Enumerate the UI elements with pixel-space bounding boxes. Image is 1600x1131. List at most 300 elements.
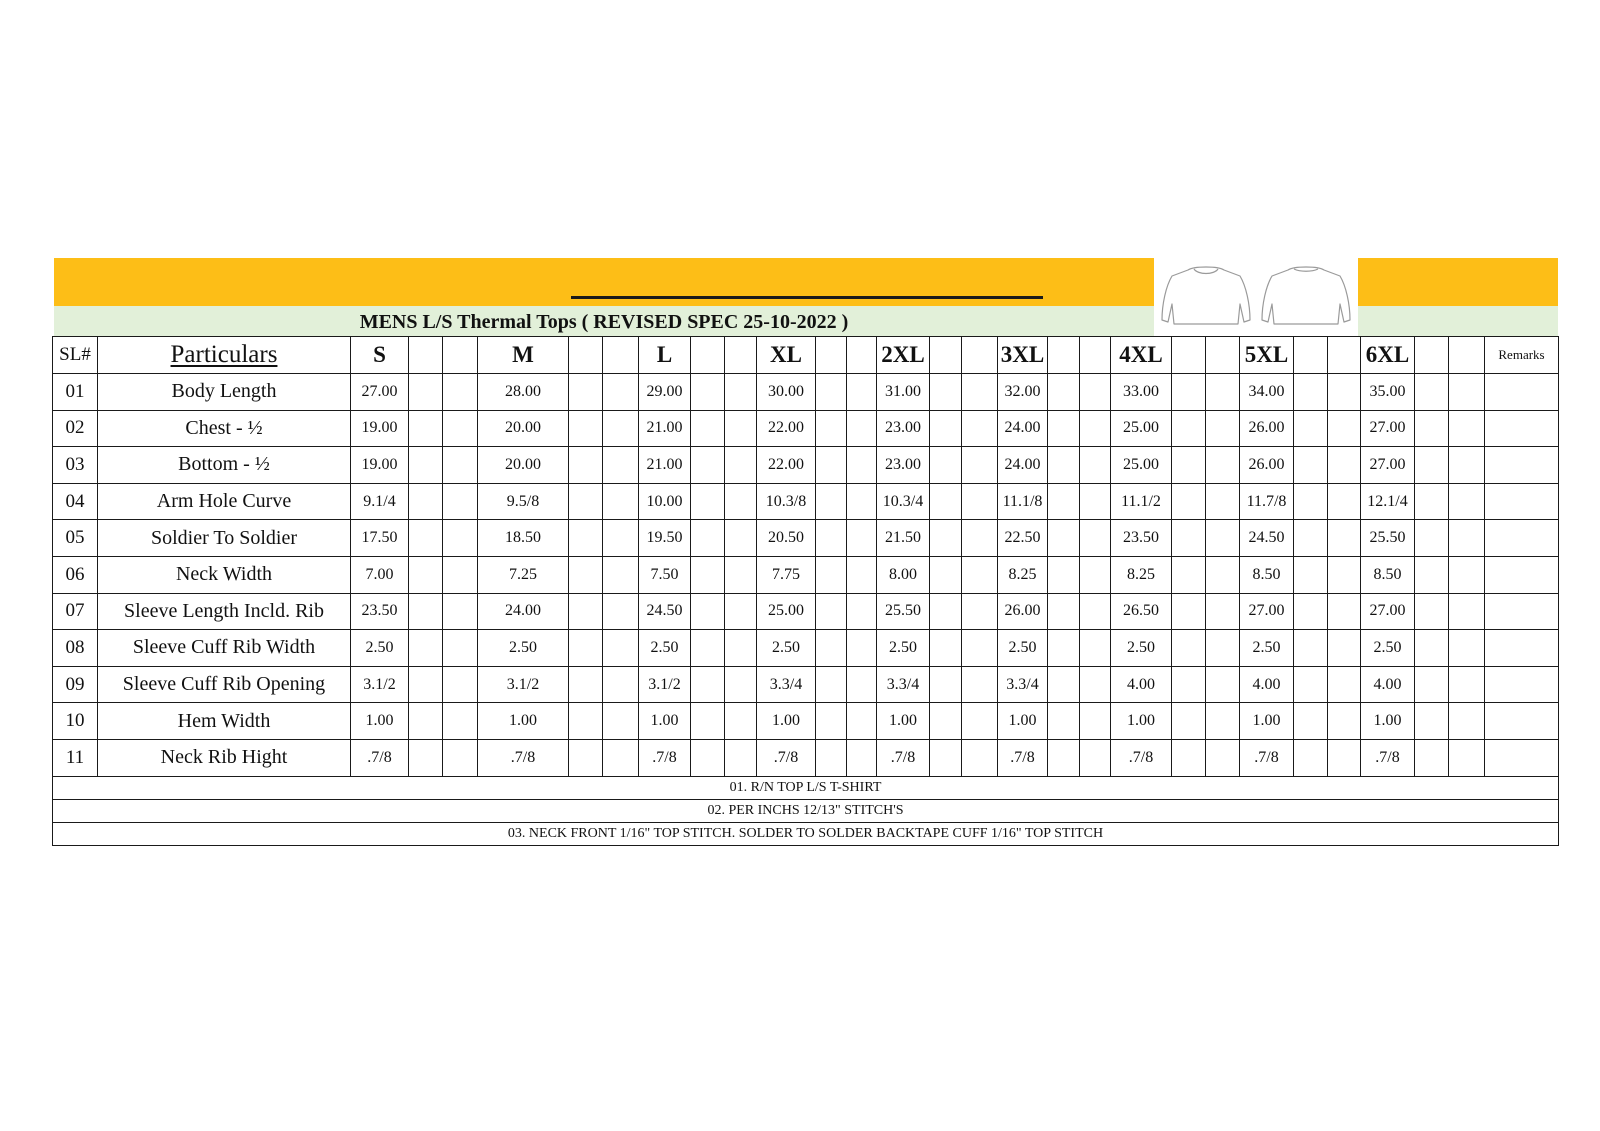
empty-cell — [443, 556, 478, 593]
empty-cell — [847, 666, 877, 703]
empty-cell — [443, 337, 478, 374]
table-row — [53, 447, 1559, 484]
empty-cell — [725, 447, 757, 484]
empty-cell — [569, 739, 603, 776]
measurement-value: 23.50 — [351, 593, 409, 630]
measurement-value: 26.00 — [998, 593, 1048, 630]
measurement-value: 7.00 — [351, 556, 409, 593]
empty-cell — [1172, 739, 1206, 776]
empty-cell — [1449, 520, 1485, 557]
empty-cell — [691, 630, 725, 667]
empty-cell — [1172, 337, 1206, 374]
table-row — [53, 410, 1559, 447]
empty-cell — [847, 593, 877, 630]
empty-cell — [603, 410, 639, 447]
empty-cell — [1415, 703, 1449, 740]
size-header: S — [351, 337, 409, 374]
measurement-value: 24.50 — [1240, 520, 1294, 557]
empty-cell — [816, 483, 847, 520]
header-bar-right — [1358, 258, 1558, 306]
empty-cell — [1328, 666, 1361, 703]
empty-cell — [691, 739, 725, 776]
sheet-title: MENS L/S Thermal Tops ( REVISED SPEC 25-10-2022 ) — [359, 311, 849, 333]
row-number: 03 — [53, 447, 98, 484]
remarks-cell — [1485, 410, 1559, 447]
empty-cell — [1294, 630, 1328, 667]
empty-cell — [1080, 374, 1111, 411]
measurement-value: .7/8 — [757, 739, 816, 776]
measurement-value: 25.00 — [1111, 447, 1172, 484]
measurement-value: 11.7/8 — [1240, 483, 1294, 520]
empty-cell — [443, 483, 478, 520]
empty-cell — [725, 556, 757, 593]
table-row — [53, 374, 1559, 411]
measurement-value: 32.00 — [998, 374, 1048, 411]
empty-cell — [1080, 483, 1111, 520]
empty-cell — [725, 410, 757, 447]
measurement-value: .7/8 — [1240, 739, 1294, 776]
measurement-value: 21.00 — [639, 447, 691, 484]
measurement-value: 3.1/2 — [478, 666, 569, 703]
measurement-value: 29.00 — [639, 374, 691, 411]
empty-cell — [1449, 337, 1485, 374]
empty-cell — [1328, 337, 1361, 374]
empty-cell — [569, 483, 603, 520]
measurement-value: 3.3/4 — [757, 666, 816, 703]
empty-cell — [930, 483, 962, 520]
empty-cell — [443, 703, 478, 740]
empty-cell — [1206, 520, 1240, 557]
remarks-cell — [1485, 556, 1559, 593]
measurement-value: 8.25 — [998, 556, 1048, 593]
empty-cell — [1080, 703, 1111, 740]
empty-cell — [1080, 739, 1111, 776]
row-number: 09 — [53, 666, 98, 703]
empty-cell — [1080, 520, 1111, 557]
empty-cell — [409, 593, 443, 630]
measurement-value: 30.00 — [757, 374, 816, 411]
table-row — [53, 556, 1559, 593]
empty-cell — [603, 593, 639, 630]
empty-cell — [930, 556, 962, 593]
measurement-value: 1.00 — [639, 703, 691, 740]
empty-cell — [1206, 337, 1240, 374]
measurement-value: 2.50 — [351, 630, 409, 667]
measurement-name: Sleeve Cuff Rib Width — [98, 630, 351, 667]
measurement-value: 1.00 — [1111, 703, 1172, 740]
empty-cell — [443, 374, 478, 411]
empty-cell — [603, 483, 639, 520]
measurement-value: 1.00 — [877, 703, 930, 740]
remarks-cell — [1485, 483, 1559, 520]
empty-cell — [1048, 410, 1080, 447]
empty-cell — [847, 483, 877, 520]
empty-cell — [569, 374, 603, 411]
empty-cell — [930, 374, 962, 411]
empty-cell — [443, 447, 478, 484]
empty-cell — [725, 703, 757, 740]
empty-cell — [1206, 593, 1240, 630]
empty-cell — [691, 337, 725, 374]
measurement-value: 3.1/2 — [351, 666, 409, 703]
empty-cell — [1080, 593, 1111, 630]
empty-cell — [603, 520, 639, 557]
empty-cell — [1294, 593, 1328, 630]
row-number: 08 — [53, 630, 98, 667]
empty-cell — [443, 666, 478, 703]
empty-cell — [1206, 739, 1240, 776]
measurement-value: 1.00 — [1240, 703, 1294, 740]
measurement-value: 10.00 — [639, 483, 691, 520]
empty-cell — [409, 630, 443, 667]
size-header: 3XL — [998, 337, 1048, 374]
measurement-value: 9.1/4 — [351, 483, 409, 520]
measurement-name: Soldier To Soldier — [98, 520, 351, 557]
empty-cell — [409, 483, 443, 520]
measurement-value: 1.00 — [478, 703, 569, 740]
empty-cell — [1415, 593, 1449, 630]
empty-cell — [962, 520, 998, 557]
measurement-value: 4.00 — [1111, 666, 1172, 703]
empty-cell — [1206, 410, 1240, 447]
empty-cell — [1172, 556, 1206, 593]
measurement-table — [52, 336, 1559, 846]
empty-cell — [1415, 447, 1449, 484]
empty-cell — [443, 593, 478, 630]
empty-cell — [962, 593, 998, 630]
empty-cell — [409, 739, 443, 776]
empty-cell — [409, 666, 443, 703]
measurement-value: 7.75 — [757, 556, 816, 593]
empty-cell — [691, 593, 725, 630]
empty-cell — [1449, 739, 1485, 776]
empty-cell — [725, 593, 757, 630]
empty-cell — [1206, 447, 1240, 484]
measurement-value: 24.50 — [639, 593, 691, 630]
empty-cell — [1048, 666, 1080, 703]
empty-cell — [816, 410, 847, 447]
empty-cell — [1080, 666, 1111, 703]
measurement-value: 25.00 — [1111, 410, 1172, 447]
measurement-value: 1.00 — [1361, 703, 1415, 740]
empty-cell — [1048, 593, 1080, 630]
empty-cell — [1048, 483, 1080, 520]
measurement-value: 35.00 — [1361, 374, 1415, 411]
empty-cell — [847, 337, 877, 374]
empty-cell — [1415, 630, 1449, 667]
empty-cell — [1048, 337, 1080, 374]
empty-cell — [443, 520, 478, 557]
row-number: 01 — [53, 374, 98, 411]
empty-cell — [1415, 374, 1449, 411]
particulars-header: Particulars — [98, 337, 351, 374]
measurement-value: 22.00 — [757, 447, 816, 484]
measurement-value: 23.50 — [1111, 520, 1172, 557]
empty-cell — [569, 630, 603, 667]
table-row — [53, 630, 1559, 667]
empty-cell — [1172, 483, 1206, 520]
empty-cell — [603, 374, 639, 411]
measurement-value: .7/8 — [351, 739, 409, 776]
empty-cell — [1172, 666, 1206, 703]
empty-cell — [569, 703, 603, 740]
table-row — [53, 739, 1559, 776]
measurement-name: Bottom - ½ — [98, 447, 351, 484]
empty-cell — [847, 520, 877, 557]
empty-cell — [930, 410, 962, 447]
empty-cell — [725, 374, 757, 411]
remarks-header: Remarks — [1485, 337, 1559, 374]
empty-cell — [816, 593, 847, 630]
title-band — [52, 258, 1558, 336]
measurement-value: 25.50 — [1361, 520, 1415, 557]
empty-cell — [930, 630, 962, 667]
empty-cell — [409, 556, 443, 593]
empty-cell — [930, 593, 962, 630]
empty-cell — [1080, 630, 1111, 667]
measurement-value: .7/8 — [1111, 739, 1172, 776]
measurement-value: 28.00 — [478, 374, 569, 411]
measurement-value: 2.50 — [998, 630, 1048, 667]
size-header: XL — [757, 337, 816, 374]
empty-cell — [1294, 410, 1328, 447]
empty-cell — [1172, 630, 1206, 667]
empty-cell — [409, 410, 443, 447]
measurement-name: Neck Rib Hight — [98, 739, 351, 776]
empty-cell — [847, 630, 877, 667]
empty-cell — [1048, 703, 1080, 740]
empty-cell — [1449, 447, 1485, 484]
table-row — [53, 666, 1559, 703]
row-number: 05 — [53, 520, 98, 557]
empty-cell — [1328, 630, 1361, 667]
empty-cell — [816, 374, 847, 411]
empty-cell — [569, 593, 603, 630]
note-row — [53, 776, 1559, 799]
note-row — [53, 799, 1559, 822]
empty-cell — [1080, 556, 1111, 593]
measurement-value: 19.50 — [639, 520, 691, 557]
empty-cell — [816, 337, 847, 374]
empty-cell — [1080, 447, 1111, 484]
empty-cell — [1415, 483, 1449, 520]
empty-cell — [962, 556, 998, 593]
empty-cell — [847, 447, 877, 484]
empty-cell — [1294, 703, 1328, 740]
empty-cell — [569, 556, 603, 593]
empty-cell — [603, 630, 639, 667]
row-number: 02 — [53, 410, 98, 447]
empty-cell — [603, 703, 639, 740]
measurement-name: Body Length — [98, 374, 351, 411]
empty-cell — [1080, 337, 1111, 374]
empty-cell — [1172, 520, 1206, 557]
header-row — [53, 337, 1559, 374]
remarks-cell — [1485, 374, 1559, 411]
empty-cell — [1328, 374, 1361, 411]
measurement-value: 18.50 — [478, 520, 569, 557]
measurement-value: 8.50 — [1361, 556, 1415, 593]
empty-cell — [1294, 447, 1328, 484]
empty-cell — [1206, 374, 1240, 411]
measurement-name: Chest - ½ — [98, 410, 351, 447]
empty-cell — [569, 520, 603, 557]
empty-cell — [1172, 374, 1206, 411]
size-header: 5XL — [1240, 337, 1294, 374]
empty-cell — [847, 374, 877, 411]
row-number: 04 — [53, 483, 98, 520]
empty-cell — [1294, 666, 1328, 703]
table-row — [53, 703, 1559, 740]
measurement-name: Hem Width — [98, 703, 351, 740]
measurement-value: 24.00 — [478, 593, 569, 630]
empty-cell — [569, 337, 603, 374]
measurement-value: 7.50 — [639, 556, 691, 593]
empty-cell — [443, 739, 478, 776]
measurement-value: 33.00 — [1111, 374, 1172, 411]
measurement-value: 21.00 — [639, 410, 691, 447]
empty-cell — [1328, 739, 1361, 776]
measurement-value: 22.50 — [998, 520, 1048, 557]
empty-cell — [603, 666, 639, 703]
title-rule — [571, 296, 1043, 299]
measurement-value: 2.50 — [877, 630, 930, 667]
empty-cell — [409, 447, 443, 484]
measurement-value: 22.00 — [757, 410, 816, 447]
measurement-value: 20.50 — [757, 520, 816, 557]
empty-cell — [1415, 666, 1449, 703]
measurement-value: 3.3/4 — [998, 666, 1048, 703]
empty-cell — [1328, 556, 1361, 593]
empty-cell — [1206, 556, 1240, 593]
row-number: 06 — [53, 556, 98, 593]
measurement-value: 1.00 — [757, 703, 816, 740]
empty-cell — [1048, 520, 1080, 557]
measurement-value: 19.00 — [351, 447, 409, 484]
measurement-value: 2.50 — [1111, 630, 1172, 667]
note-text: 02. PER INCHS 12/13" STITCH'S — [53, 799, 1559, 822]
empty-cell — [816, 666, 847, 703]
measurement-value: 24.00 — [998, 447, 1048, 484]
measurement-value: 24.00 — [998, 410, 1048, 447]
measurement-value: .7/8 — [1361, 739, 1415, 776]
measurement-value: 31.00 — [877, 374, 930, 411]
empty-cell — [816, 630, 847, 667]
size-header: 2XL — [877, 337, 930, 374]
empty-cell — [1328, 520, 1361, 557]
empty-cell — [691, 447, 725, 484]
empty-cell — [691, 703, 725, 740]
measurement-value: 11.1/8 — [998, 483, 1048, 520]
empty-cell — [1449, 666, 1485, 703]
empty-cell — [847, 556, 877, 593]
empty-cell — [409, 337, 443, 374]
measurement-value: 2.50 — [478, 630, 569, 667]
size-header: L — [639, 337, 691, 374]
sl-header: SL# — [53, 337, 98, 374]
empty-cell — [1172, 703, 1206, 740]
empty-cell — [962, 374, 998, 411]
empty-cell — [1294, 556, 1328, 593]
empty-cell — [725, 630, 757, 667]
empty-cell — [962, 739, 998, 776]
empty-cell — [1206, 630, 1240, 667]
measurement-value: 19.00 — [351, 410, 409, 447]
empty-cell — [691, 483, 725, 520]
remarks-cell — [1485, 593, 1559, 630]
measurement-value: 27.00 — [351, 374, 409, 411]
remarks-cell — [1485, 520, 1559, 557]
empty-cell — [1415, 556, 1449, 593]
measurement-value: 12.1/4 — [1361, 483, 1415, 520]
measurement-name: Sleeve Cuff Rib Opening — [98, 666, 351, 703]
empty-cell — [409, 520, 443, 557]
empty-cell — [962, 410, 998, 447]
empty-cell — [1172, 410, 1206, 447]
measurement-value: 10.3/4 — [877, 483, 930, 520]
empty-cell — [1080, 410, 1111, 447]
row-number: 11 — [53, 739, 98, 776]
empty-cell — [1415, 337, 1449, 374]
measurement-value: 11.1/2 — [1111, 483, 1172, 520]
empty-cell — [1172, 593, 1206, 630]
empty-cell — [1449, 556, 1485, 593]
empty-cell — [1294, 739, 1328, 776]
empty-cell — [816, 556, 847, 593]
empty-cell — [930, 520, 962, 557]
measurement-value: 8.00 — [877, 556, 930, 593]
remarks-cell — [1485, 447, 1559, 484]
measurement-value: 25.50 — [877, 593, 930, 630]
empty-cell — [847, 703, 877, 740]
measurement-value: 7.25 — [478, 556, 569, 593]
empty-cell — [930, 337, 962, 374]
empty-cell — [962, 630, 998, 667]
empty-cell — [1048, 447, 1080, 484]
empty-cell — [691, 666, 725, 703]
measurement-value: 4.00 — [1361, 666, 1415, 703]
empty-cell — [603, 447, 639, 484]
empty-cell — [1328, 410, 1361, 447]
empty-cell — [962, 483, 998, 520]
empty-cell — [443, 630, 478, 667]
empty-cell — [725, 337, 757, 374]
measurement-value: 8.50 — [1240, 556, 1294, 593]
empty-cell — [1206, 483, 1240, 520]
measurement-value: 20.00 — [478, 447, 569, 484]
empty-cell — [962, 666, 998, 703]
empty-cell — [1415, 410, 1449, 447]
measurement-value: 25.00 — [757, 593, 816, 630]
empty-cell — [691, 556, 725, 593]
empty-cell — [1415, 739, 1449, 776]
measurement-name: Arm Hole Curve — [98, 483, 351, 520]
empty-cell — [962, 703, 998, 740]
measurement-value: 1.00 — [351, 703, 409, 740]
measurement-value: 23.00 — [877, 447, 930, 484]
empty-cell — [930, 739, 962, 776]
size-header: 4XL — [1111, 337, 1172, 374]
title-bar-right — [1358, 306, 1558, 336]
empty-cell — [1048, 739, 1080, 776]
empty-cell — [603, 337, 639, 374]
measurement-value: 26.50 — [1111, 593, 1172, 630]
note-text: 03. NECK FRONT 1/16" TOP STITCH. SOLDER TO SOLDER BACKTAPE CUFF 1/16" TOP STITCH — [53, 822, 1559, 845]
measurement-value: 2.50 — [1361, 630, 1415, 667]
empty-cell — [1294, 520, 1328, 557]
empty-cell — [962, 447, 998, 484]
measurement-value: 4.00 — [1240, 666, 1294, 703]
